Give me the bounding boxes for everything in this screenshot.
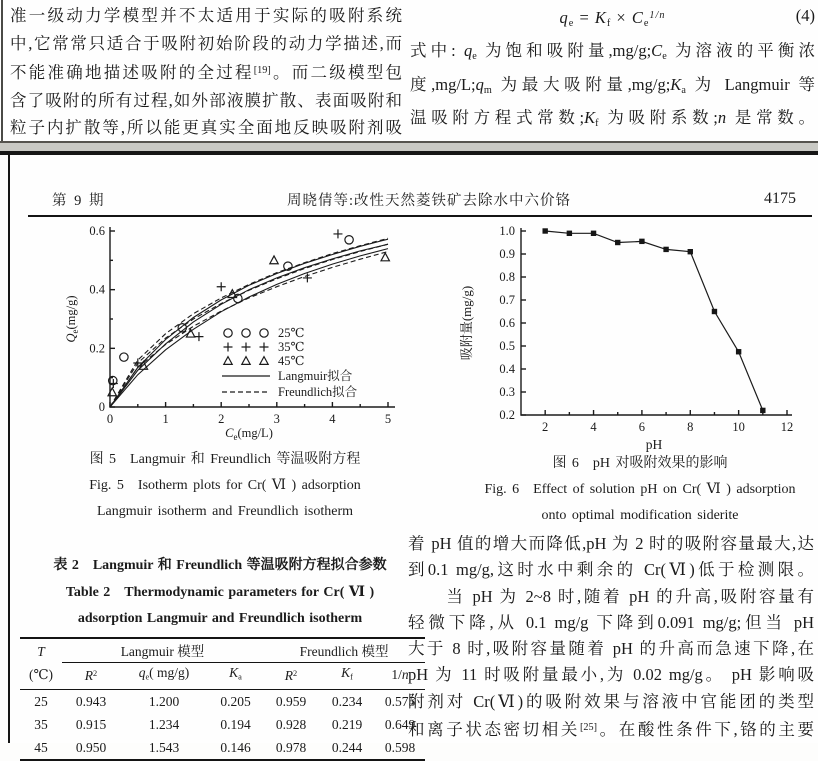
fig5-ylabel: $Q_e(mg/g)$ [64, 295, 80, 343]
text-seg: K [594, 8, 607, 28]
svg-text:0: 0 [106, 412, 114, 426]
table-cell: 0.928 [275, 717, 307, 733]
journal-page [0, 151, 818, 756]
right-column-paragraph [408, 531, 814, 743]
svg-text:2: 2 [218, 412, 225, 426]
text-seg: [25] [580, 722, 598, 734]
text-line: 温吸附方程式常数;Kf 为吸附系数;n 是常数。 [410, 108, 815, 130]
table-column-header [208, 663, 263, 690]
text-seg: × [611, 8, 632, 28]
scan-gap [0, 143, 818, 151]
table-cell: 1.543 [148, 740, 180, 756]
text-seg: R [84, 668, 94, 684]
table-cell: 0.598 [384, 740, 416, 756]
text-seg: K [341, 665, 351, 680]
svg-text:0.5: 0.5 [499, 339, 515, 353]
svg-text:Freundlich拟合: Freundlich拟合 [278, 385, 358, 399]
table-cell: 0.234 [331, 694, 363, 710]
text-seg: e [643, 17, 650, 29]
table-cell: 45 [34, 740, 48, 756]
table-cell: 0.194 [220, 717, 251, 733]
table-row [20, 736, 425, 760]
text-line: adsorption Langmuir and Freundlich isotherm [77, 611, 363, 626]
text-line: Fig. 5 Isotherm plots for Cr( Ⅵ ) adsorption [89, 478, 361, 493]
table-column-header [319, 663, 375, 690]
text-seg: T [37, 644, 45, 660]
svg-text:2: 2 [542, 420, 549, 434]
svg-text:0.3: 0.3 [499, 385, 515, 399]
text-line: 度,mg/L;qm 为最大吸附量,mg/g;Ka 为 Langmuir 等 [410, 74, 815, 96]
text-seg: n [401, 667, 409, 683]
text-seg: q [475, 74, 484, 94]
text-seg: 2 [293, 669, 298, 679]
table-group-header: Langmuir 模型 [62, 638, 263, 663]
text-seg: n [717, 108, 727, 128]
svg-text:0.2: 0.2 [89, 341, 105, 356]
issue-number: 第 9 期 [52, 192, 106, 209]
text-seg: a [681, 84, 686, 96]
equation-left-spacer [410, 2, 454, 37]
svg-text:3: 3 [273, 412, 280, 426]
table-row [20, 713, 425, 736]
table-cell: 0.146 [220, 740, 251, 756]
text-seg: K [670, 74, 682, 94]
table-cell: 35 [34, 717, 48, 733]
previous-page-bottom [0, 0, 818, 141]
text-seg: f [606, 17, 612, 29]
text-seg: q [463, 41, 473, 61]
fit-curve [110, 249, 388, 407]
text-seg: f [350, 672, 353, 682]
text-seg: C [651, 41, 663, 61]
text-seg: q [138, 665, 146, 680]
svg-text:6: 6 [638, 420, 646, 434]
equation-number: (4) [795, 6, 815, 25]
fig5-legend [222, 326, 358, 399]
header-rule [28, 215, 812, 217]
text-line: Langmuir isotherm and Freundlich isotherm [96, 504, 354, 519]
table-cell: 0.915 [75, 717, 107, 733]
table-cell: 25 [34, 694, 48, 710]
text-seg: e [145, 672, 150, 682]
table-group-header: Freundlich 模型 [263, 638, 425, 663]
svg-text:5: 5 [384, 412, 392, 426]
page-number: 4175 [764, 190, 796, 207]
table-cell: 0.649 [384, 717, 416, 733]
text-seg: f [595, 118, 599, 130]
table-column-header: qe( mg/g) [120, 663, 208, 690]
table-cell: 0.244 [331, 740, 363, 756]
svg-text:8: 8 [687, 420, 694, 434]
figure6-caption [450, 451, 818, 529]
svg-text:0.9: 0.9 [499, 247, 515, 261]
text-line: 着 pH 值的增大而降低,pH 为 2 时的吸附容量最大,达 [408, 534, 814, 553]
text-line: 表 2 Langmuir 和 Freundlich 等温吸附方程拟合参数 [53, 558, 387, 573]
svg-text:0.2: 0.2 [499, 408, 515, 422]
equation-body [454, 2, 771, 37]
svg-text:0.7: 0.7 [499, 293, 515, 307]
page-left-border [8, 151, 10, 743]
fig6-line [545, 231, 763, 410]
svg-text:4: 4 [329, 412, 336, 426]
table-cell: 0.205 [220, 694, 251, 710]
svg-text:1: 1 [162, 412, 169, 426]
text-line: 粒子内扩散等,所以能更真实全面地反映吸附剂吸 [10, 118, 402, 138]
svg-text:35℃: 35℃ [278, 340, 305, 354]
text-line: 准一级动力学模型并不太适用于实际的吸附系统 [10, 6, 402, 25]
text-line: 中,它常常只适合于吸附初始阶段的动力学描述,而 [10, 33, 402, 53]
text-line: 图 5 Langmuir 和 Freundlich 等温吸附方程 [89, 452, 361, 467]
svg-text:12: 12 [780, 420, 794, 434]
text-line: Table 2 Thermodynamic parameters for Cr( Ⅵ ) [65, 584, 375, 600]
table-row [20, 690, 425, 714]
fit-curve [110, 252, 388, 408]
svg-text:0.4: 0.4 [499, 362, 515, 376]
text-seg: K [584, 108, 596, 128]
figure6-ph-chart [455, 219, 805, 454]
fig6-xlabel: pH [645, 437, 663, 452]
fig5-xlabel: $C_e(mg/L)$ [225, 426, 273, 442]
text-seg: K [229, 665, 239, 680]
top-left-paragraph [10, 2, 402, 142]
table-cell: 1.200 [148, 694, 180, 710]
text-seg: e [568, 17, 575, 29]
table-cell: 0.978 [275, 740, 307, 756]
fig6-points [542, 228, 765, 413]
fig6-axes [521, 228, 792, 415]
text-line: 当 pH 为 2~8 时,随着 pH 的升高,吸附容量有 [408, 586, 814, 606]
text-line: Fig. 6 Effect of solution pH on Cr( Ⅵ ) adsorption [484, 482, 796, 497]
table-cell: 0.959 [275, 694, 307, 710]
text-line: 到0.1 mg/g,这时水中剩余的 Cr(Ⅵ)低于检测限。 [408, 560, 814, 580]
svg-text:10: 10 [732, 420, 745, 434]
text-seg: a [238, 672, 242, 682]
page-top-border [0, 151, 818, 155]
table-column-header [263, 663, 319, 690]
svg-text:25℃: 25℃ [278, 326, 305, 340]
text-seg: C [631, 8, 644, 28]
text-seg: = [574, 8, 595, 28]
scan-edge-line [1, 0, 3, 141]
text-seg: 2 [93, 669, 98, 679]
text-line: onto optimal modification siderite [541, 508, 739, 523]
svg-text:0.4: 0.4 [89, 282, 105, 297]
table-cell: 0.575 [384, 694, 416, 710]
running-title: 周晓倩等:改性天然菱铁矿去除水中六价铬 [286, 192, 572, 209]
table2-title [20, 553, 420, 633]
svg-text:45℃: 45℃ [278, 354, 305, 368]
text-line: 式中: qe 为饱和吸附量,mg/g;Ce 为溶液的平衡浓 [410, 41, 815, 63]
text-line: 含了吸附的所有过程,如外部液膜扩散、表面吸附和 [10, 90, 402, 110]
text-seg: [19] [253, 65, 271, 76]
text-seg: e [662, 51, 667, 63]
table-cell: 0.950 [75, 740, 107, 756]
text-seg: q [559, 8, 569, 28]
figure5-isotherm-chart [62, 223, 400, 443]
page-header [12, 187, 806, 211]
text-seg: R [284, 668, 294, 684]
equation-4 [410, 2, 815, 37]
text-seg: 1/n [649, 10, 666, 21]
fig6-tick-labels [499, 224, 793, 434]
text-line: pH 为 11 时吸附量最小,为 0.02 mg/g。 pH 影响吸 [408, 665, 814, 685]
table-column-header: (℃) [20, 663, 62, 690]
text-line: 图 6 pH 对吸附效果的影响 [552, 456, 728, 471]
table-column-header [62, 663, 120, 690]
figure5-caption [35, 447, 415, 525]
svg-text:1.0: 1.0 [499, 224, 515, 238]
text-seg: m [483, 84, 492, 96]
svg-text:0.6: 0.6 [499, 316, 515, 330]
text-line: 轻微下降,从 0.1 mg/g 下降到0.091 mg/g;但当 pH [408, 612, 814, 632]
svg-text:0: 0 [98, 400, 105, 414]
text-line: 不能准确地描述吸附的全过程[19]。而二级模型包 [10, 63, 403, 83]
svg-text:Langmuir拟合: Langmuir拟合 [278, 369, 353, 383]
svg-text:4: 4 [590, 420, 597, 434]
table-cell: 1.234 [148, 717, 180, 733]
table-column-header: 1/n [375, 663, 425, 690]
table-cell: 0.219 [331, 717, 363, 733]
table-header-T [20, 638, 62, 663]
svg-text:0.8: 0.8 [499, 270, 515, 284]
text-line: 附剂对 Cr(Ⅵ)的吸附效果与溶液中官能团的类型 [408, 691, 814, 711]
table-cell: 0.943 [75, 694, 107, 710]
table2 [20, 637, 425, 761]
svg-text:0.6: 0.6 [89, 224, 105, 238]
text-seg: e [472, 51, 477, 63]
fig6-ylabel: 吸附量(mg/g) [459, 285, 474, 361]
text-line: 和离子状态密切相关[25]。在酸性条件下,铬的主要 [408, 720, 815, 740]
text-line: 大于 8 时,吸附容量随着 pH 的升高而急速下降,在 [408, 639, 814, 659]
